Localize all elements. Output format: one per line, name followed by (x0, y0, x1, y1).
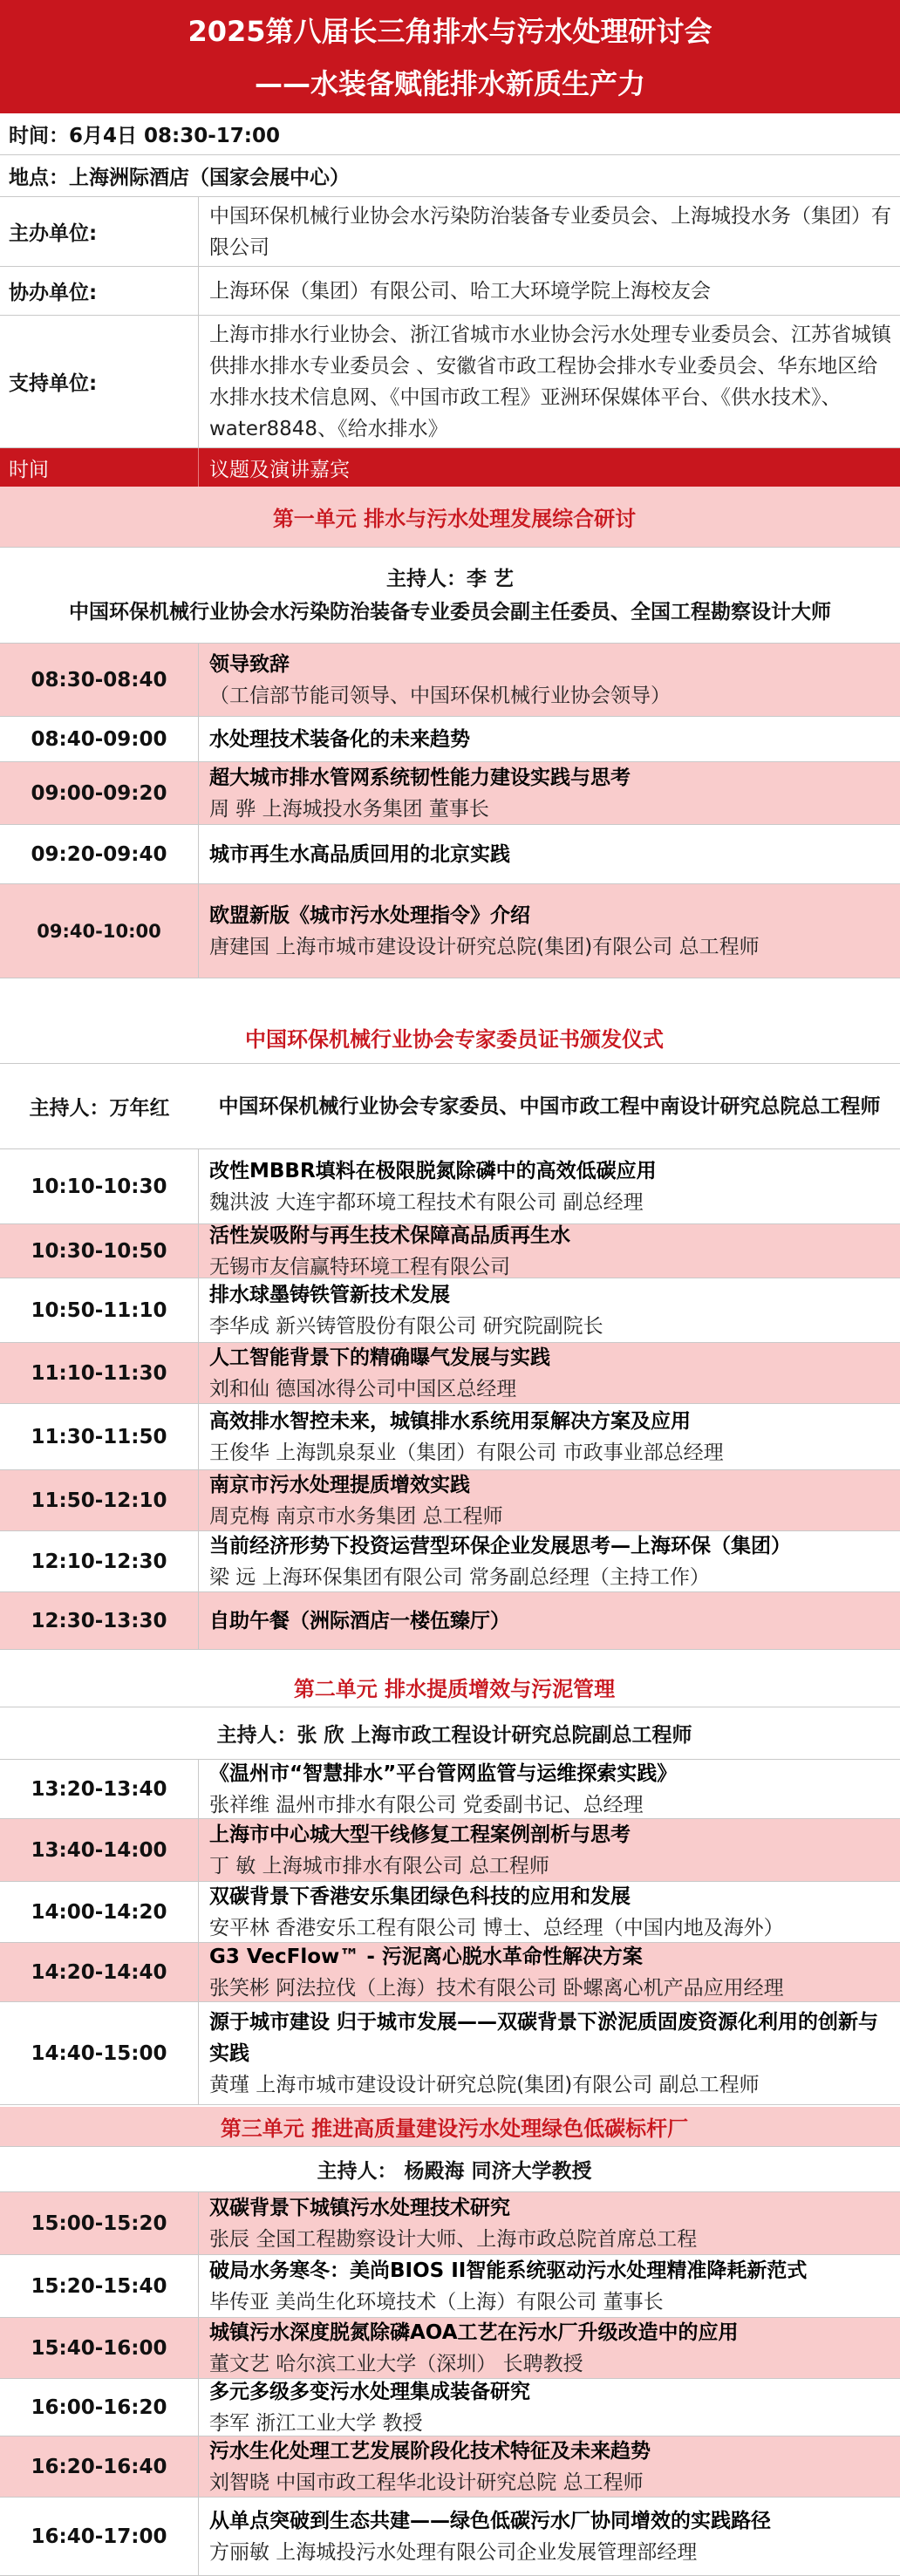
agenda-topic (199, 1882, 900, 1942)
agenda-time: 08:30-08:40 (0, 644, 199, 716)
session-1-host-title: 中国环保机械行业协会水污染防治装备专业委员会副主任委员、全国工程勘察设计大师 (69, 600, 831, 624)
agenda-row (0, 1404, 900, 1470)
venue-row (0, 155, 900, 197)
organizer-value: 中国环保机械行业协会水污染防治装备专业委员会、上海城投水务（集团）有限公司 (209, 204, 891, 259)
agenda-speaker: 唐建国 上海市城市建设设计研究总院(集团)有限公司 总工程师 (209, 935, 760, 958)
agenda-speaker: 刘智晓 中国市政工程华北设计研究总院 总工程师 (209, 2470, 644, 2494)
session-3-host-row (0, 2147, 900, 2192)
banner (0, 0, 900, 113)
agenda-row (0, 1278, 900, 1343)
ceremony-title: 中国环保机械行业协会专家委员证书颁发仪式 (245, 1027, 664, 1052)
conference-title: 2025第八届长三角排水与污水处理研讨会 (188, 15, 712, 48)
session-3-header (0, 2107, 900, 2147)
supporter-row (0, 316, 900, 448)
time-row (0, 113, 900, 155)
agenda-speaker: 张笑彬 阿法拉伐（上海）技术有限公司 卧螺离心机产品应用经理 (209, 1976, 784, 2000)
agenda-topic (199, 1224, 900, 1278)
agenda-topic (199, 1404, 900, 1469)
agenda-time: 10:30-10:50 (0, 1224, 199, 1278)
agenda-row (0, 1149, 900, 1224)
agenda-speaker: 毕传亚 美尚生化环境技术（上海）有限公司 董事长 (209, 2290, 664, 2314)
agenda-row (0, 1224, 900, 1278)
agenda-row (0, 825, 900, 884)
header-time: 时间 (0, 448, 199, 487)
agenda-topic (199, 825, 900, 883)
agenda-topic-title: 《温州市“智慧排水”平台管网监管与运维探索实践》 (209, 1762, 678, 1785)
session-1-title: 第一单元 排水与污水处理发展综合研讨 (272, 507, 637, 531)
agenda-topic (199, 2002, 900, 2104)
agenda-time: 12:30-13:30 (0, 1592, 199, 1649)
session-3-title: 第三单元 推进高质量建设污水处理绿色低碳标杆厂 (220, 2116, 689, 2141)
agenda-topic (199, 1470, 900, 1530)
agenda-topic (199, 1149, 900, 1223)
agenda-time: 14:20-14:40 (0, 1943, 199, 2001)
agenda-time: 14:00-14:20 (0, 1882, 199, 1942)
agenda-row (0, 1343, 900, 1404)
agenda-time: 09:20-09:40 (0, 825, 199, 883)
agenda-topic (199, 2318, 900, 2378)
agenda-speaker: 李军 浙江工业大学 教授 (209, 2411, 423, 2435)
session-2-host: 主持人：张 欣 上海市政工程设计研究总院副总工程师 (216, 1724, 692, 1747)
session-1-host-name: 主持人：李 艺 (385, 567, 514, 590)
ceremony-host-label: 主持人：万年红 (29, 1097, 170, 1120)
agenda-row (0, 1531, 900, 1592)
agenda-topic-title: 自助午餐（洲际酒店一楼伍臻厅） (209, 1609, 510, 1632)
agenda-topic-title: 城镇污水深度脱氮除磷AOA工艺在污水厂升级改造中的应用 (209, 2320, 739, 2344)
agenda-topic (199, 1943, 900, 2001)
agenda-row (0, 644, 900, 717)
agenda-speaker: 刘和仙 德国冰得公司中国区总经理 (209, 1377, 517, 1400)
supporter-value: 上海市排水行业协会、浙江省城市水业协会污水处理专业委员会、江苏省城镇供排水排水专业委员会 、安徽省市政工程协会排水专业委员会、华东地区给水排水技术信息网、《中国市政工程》亚洲环保媒体平台、《供水技术》、water8848、《给水排水》 (209, 323, 891, 440)
agenda-topic-title: 源于城市建设 归于城市发展——双碳背景下淤泥质固废资源化利用的创新与实践 (209, 2010, 879, 2065)
agenda-row (0, 2192, 900, 2255)
agenda-speaker: 方丽敏 上海城投污水处理有限公司企业发展管理部经理 (209, 2540, 698, 2564)
header-topic: 议题及演讲嘉宾 (209, 458, 350, 481)
agenda-time: 16:00-16:20 (0, 2379, 199, 2436)
agenda-row (0, 884, 900, 978)
agenda-speaker: 梁 远 上海环保集团有限公司 常务副总经理（主持工作） (209, 1565, 710, 1589)
agenda-row (0, 1592, 900, 1650)
agenda-topic (199, 1819, 900, 1881)
agenda-time: 15:40-16:00 (0, 2318, 199, 2378)
co-organizer-row (0, 267, 900, 316)
agenda-speaker: 董文艺 哈尔滨工业大学（深圳） 长聘教授 (209, 2352, 583, 2375)
agenda-time: 14:40-15:00 (0, 2002, 199, 2104)
agenda-time: 15:00-15:20 (0, 2192, 199, 2254)
agenda-topic (199, 2192, 900, 2254)
agenda-row (0, 1943, 900, 2002)
agenda-row (0, 1470, 900, 1531)
agenda-row (0, 762, 900, 825)
agenda-time: 15:20-15:40 (0, 2255, 199, 2317)
agenda-row (0, 2498, 900, 2576)
agenda-topic (199, 644, 900, 716)
agenda-topic (199, 1278, 900, 1342)
agenda-topic (199, 2436, 900, 2497)
agenda-speaker: 李华成 新兴铸管股份有限公司 研究院副院长 (209, 1314, 603, 1338)
agenda-speaker: 丁 敏 上海城市排水有限公司 总工程师 (209, 1854, 549, 1877)
agenda-topic-title: G3 VecFlow™ - 污泥离心脱水革命性解决方案 (209, 1945, 643, 1968)
agenda-time: 13:40-14:00 (0, 1819, 199, 1881)
agenda-row (0, 1882, 900, 1943)
session-1-host (0, 548, 900, 644)
agenda-topic-title: 双碳背景下香港安乐集团绿色科技的应用和发展 (209, 1884, 631, 1908)
time-text: 时间：6月4日 08:30-17:00 (9, 125, 280, 147)
agenda-topic-title: 上海市中心城大型干线修复工程案例剖析与思考 (209, 1823, 631, 1846)
agenda-speaker: 周 骅 上海城投水务集团 董事长 (209, 797, 489, 821)
agenda-row (0, 2002, 900, 2105)
ceremony-host-row (0, 1064, 900, 1149)
agenda-topic-title: 城市再生水高品质回用的北京实践 (209, 842, 510, 866)
ceremony-row (0, 1012, 900, 1064)
agenda-time: 13:20-13:40 (0, 1760, 199, 1818)
agenda-time: 10:50-11:10 (0, 1278, 199, 1342)
agenda-speaker: 安平林 香港安乐工程有限公司 博士、总经理（中国内地及海外） (209, 1916, 784, 1939)
agenda-time: 11:10-11:30 (0, 1343, 199, 1403)
agenda-row (0, 2436, 900, 2498)
agenda-topic-title: 从单点突破到生态共建——绿色低碳污水厂协同增效的实践路径 (209, 2509, 771, 2532)
agenda-row (0, 2379, 900, 2436)
session-2-title: 第二单元 排水提质增效与污泥管理 (293, 1677, 616, 1701)
agenda-topic (199, 2498, 900, 2575)
agenda-time: 16:40-17:00 (0, 2498, 199, 2575)
agenda-time: 12:10-12:30 (0, 1531, 199, 1591)
agenda-topic-title: 双碳背景下城镇污水处理技术研究 (209, 2196, 510, 2219)
agenda-topic-title: 欧盟新版《城市污水处理指令》介绍 (209, 903, 530, 927)
agenda-time: 16:20-16:40 (0, 2436, 199, 2497)
agenda-row (0, 717, 900, 762)
agenda-topic-title: 改性MBBR填料在极限脱氮除磷中的高效低碳应用 (209, 1159, 657, 1182)
session-2-host-row (0, 1707, 900, 1760)
agenda-time: 08:40-09:00 (0, 717, 199, 761)
agenda-topic-title: 当前经济形势下投资运营型环保企业发展思考—上海环保（集团） (209, 1534, 791, 1557)
agenda-topic (199, 884, 900, 978)
organizer-label: 主办单位: (0, 197, 199, 266)
agenda-row (0, 1760, 900, 1819)
agenda-time: 11:30-11:50 (0, 1404, 199, 1469)
agenda-topic (199, 1531, 900, 1591)
session-1-header (0, 487, 900, 548)
agenda-row (0, 1819, 900, 1882)
supporter-label: 支持单位: (0, 316, 199, 447)
agenda-topic-title: 高效排水智控未来，城镇排水系统用泵解决方案及应用 (209, 1409, 691, 1433)
agenda-topic-title: 人工智能背景下的精确曝气发展与实践 (209, 1346, 550, 1369)
agenda-topic (199, 1760, 900, 1818)
agenda-time: 11:50-12:10 (0, 1470, 199, 1530)
agenda-speaker: 张祥维 温州市排水有限公司 党委副书记、总经理 (209, 1793, 644, 1816)
session-3-host: 主持人： 杨殿海 同济大学教授 (317, 2160, 592, 2183)
agenda-topic-title: 多元多级多变污水处理集成装备研究 (209, 2380, 530, 2403)
co-organizer-value: 上海环保（集团）有限公司、哈工大环境学院上海校友会 (209, 279, 711, 303)
conference-subtitle: ——水装备赋能排水新质生产力 (254, 67, 645, 100)
agenda-speaker: 黄瑾 上海市城市建设设计研究总院(集团)有限公司 副总工程师 (209, 2073, 760, 2096)
organizer-row (0, 197, 900, 267)
session-1-host-block (0, 548, 900, 643)
agenda-speaker: 王俊华 上海凯泉泵业（集团）有限公司 市政事业部总经理 (209, 1441, 724, 1464)
agenda-topic-title: 破局水务寒冬：美尚BIOS II智能系统驱动污水处理精准降耗新范式 (209, 2259, 808, 2282)
agenda-topic-title: 超大城市排水管网系统韧性能力建设实践与思考 (209, 766, 631, 789)
agenda-topic (199, 1343, 900, 1403)
agenda-topic (199, 762, 900, 824)
agenda-topic-title: 排水球墨铸铁管新技术发展 (209, 1283, 450, 1306)
ceremony-host-value: 中国环保机械行业协会专家委员、中国市政工程中南设计研究总院总工程师 (218, 1094, 881, 1118)
session-2-header (0, 1667, 900, 1707)
agenda-speaker: 张辰 全国工程勘察设计大师、上海市政总院首席总工程 (209, 2227, 698, 2251)
table-header (0, 448, 900, 487)
agenda-topic-title: 污水生化处理工艺发展阶段化技术特征及未来趋势 (209, 2439, 651, 2463)
agenda-row (0, 2318, 900, 2379)
co-organizer-label: 协办单位: (0, 267, 199, 315)
agenda-topic (199, 2379, 900, 2436)
agenda-speaker: （工信部节能司领导、中国环保机械行业协会领导） (209, 684, 671, 707)
agenda-time: 09:00-09:20 (0, 762, 199, 824)
agenda-row (0, 2255, 900, 2318)
venue-text: 地点：上海洲际酒店（国家会展中心） (9, 167, 350, 189)
agenda-topic-title: 活性炭吸附与再生技术保障高品质再生水 (209, 1223, 570, 1247)
agenda-time: 10:10-10:30 (0, 1149, 199, 1223)
agenda-time: 09:40-10:00 (0, 884, 199, 978)
agenda-topic-title: 领导致辞 (209, 652, 290, 676)
agenda-topic-title: 南京市污水处理提质增效实践 (209, 1473, 470, 1496)
agenda-topic-title: 水处理技术装备化的未来趋势 (209, 727, 470, 751)
agenda-speaker: 无锡市友信赢特环境工程有限公司 (209, 1255, 510, 1278)
agenda-speaker: 周克梅 南京市水务集团 总工程师 (209, 1504, 503, 1528)
agenda-speaker: 魏洪波 大连宇都环境工程技术有限公司 副总经理 (209, 1190, 644, 1214)
agenda-topic (199, 1592, 900, 1649)
agenda-topic (199, 2255, 900, 2317)
agenda-topic (199, 717, 900, 761)
